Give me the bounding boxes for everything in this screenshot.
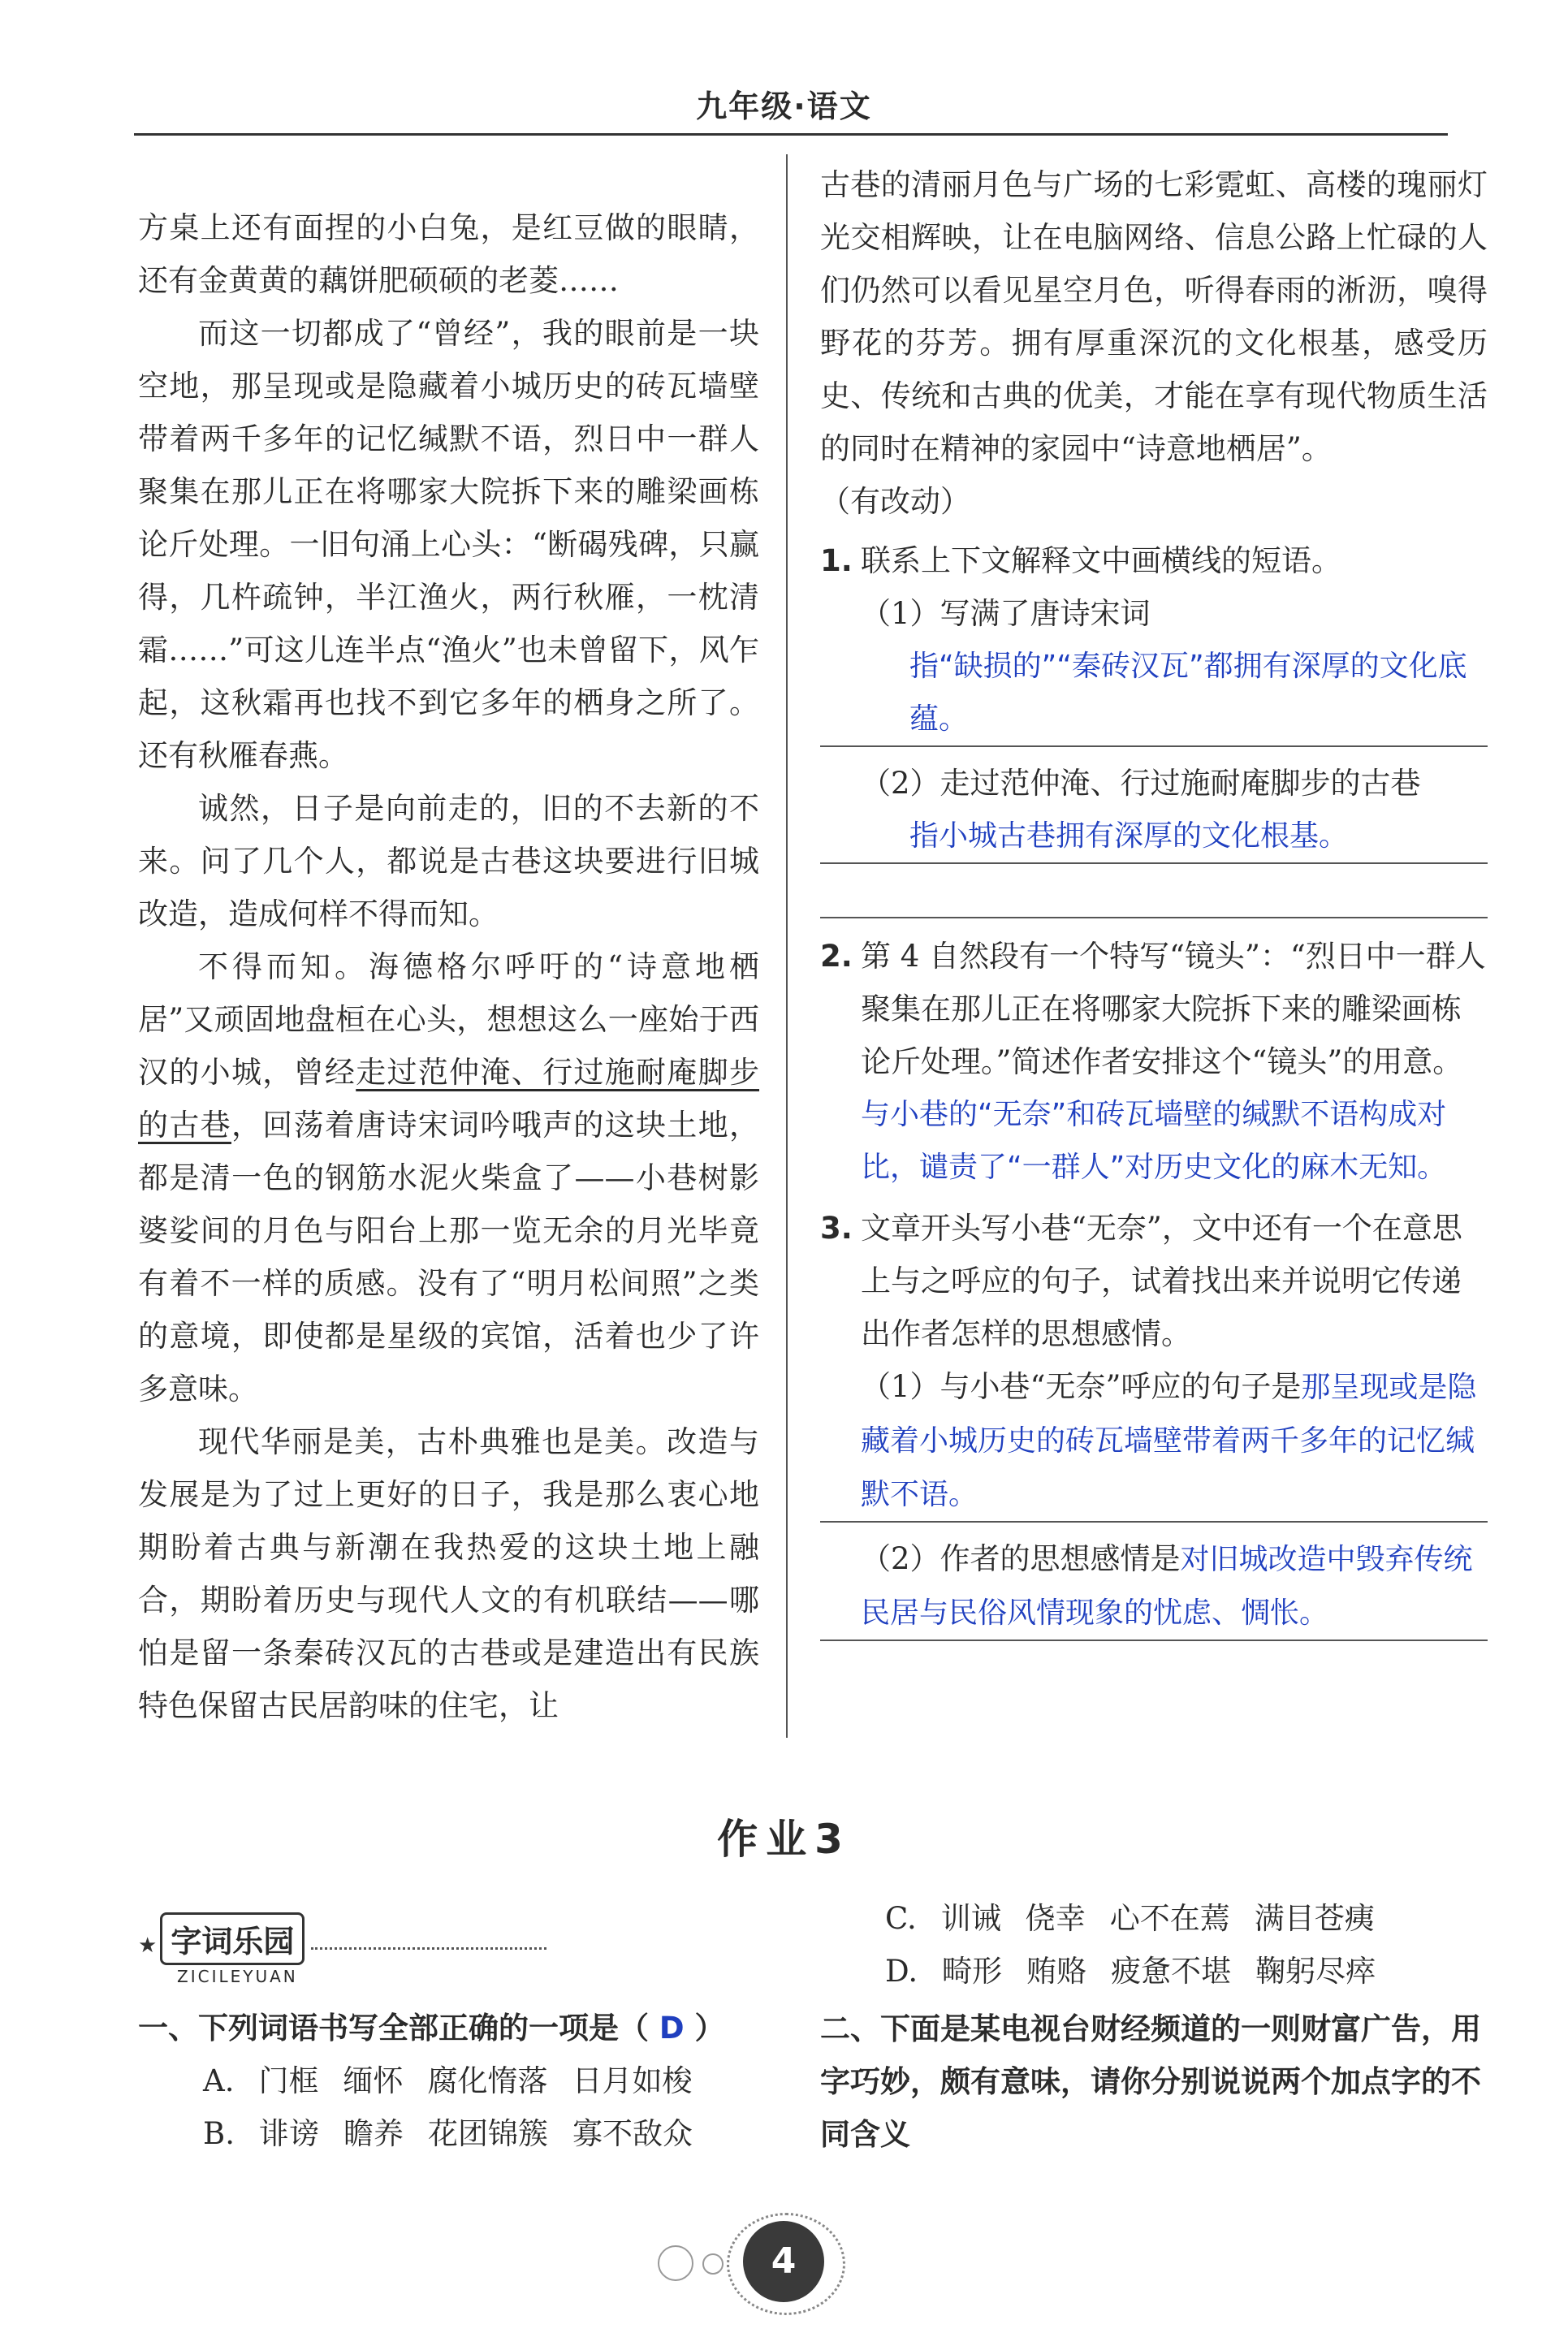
question-2-number: 2.: [820, 939, 853, 974]
left-column: [138, 201, 759, 1732]
exercise-1-question-after: ）: [694, 2011, 725, 2046]
decorative-circle-icon: [658, 2245, 693, 2281]
paragraph-2: 而这一切都成了“曾经”，我的眼前是一块空地，那呈现或是隐藏着小城历史的砖瓦墙壁带着两千多年的记忆缄默不语，烈日中一群人聚集在那儿正在将哪家大院拆下来的雕梁画栋论斤处理。一旧句涌上心头：“断碣残碑，只赢得，几杵疏钟，半江渔火，两行秋雁，一枕清霜……”可这儿连半点“渔火”也未曾留下，风乍起，这秋霜再也找不到它多年的栖身之所了。还有秋雁春燕。: [138, 316, 759, 773]
decorative-circle-icon: [702, 2253, 724, 2275]
option-word: 门框: [258, 2063, 319, 2098]
question-3-text: 文章开头写小巷“无奈”，文中还有一个在意思上与之呼应的句子，试着找出来并说明它传递出作者怎样的思想感情。: [861, 1211, 1462, 1351]
question-3: [820, 1202, 1488, 1360]
source-note: （有改动）: [820, 484, 970, 519]
paragraph-5: 现代华丽是美，古朴典雅也是美。改造与发展是为了过上更好的日子，我是那么衷心地期盼着古典与新潮在我热爱的这块土地上融合，期盼着历史与现代人文的有机联结——哪怕是留一条秦砖汉瓦的古巷或是建造出有民族特色保留古民居韵味的住宅，让: [138, 1424, 759, 1723]
exercise-2-question: 二、下面是某电视台财经频道的一则财富广告，用字巧妙，颇有意味，请你分别说说两个加点字的不同含义: [820, 2011, 1481, 2152]
page-number: 4: [743, 2221, 824, 2302]
q2-answer[interactable]: 与小巷的“无奈”和砖瓦墙壁的缄默不语构成对比，谴责了“一群人”对历史文化的麻木无知。: [861, 1098, 1447, 1184]
question-3-number: 3.: [820, 1211, 853, 1246]
option-word: 花团锦簇: [427, 2116, 548, 2151]
q1-sub2-answer[interactable]: 指小城古巷拥有深厚的文化根基。: [820, 810, 1488, 864]
option-c: [820, 1892, 1488, 1945]
section-badge: [138, 1912, 546, 1986]
q1-sub1-answer[interactable]: 指“缺损的”“秦砖汉瓦”都拥有深厚的文化底蕴。: [820, 640, 1488, 747]
question-1: [820, 534, 1488, 587]
right-column: [820, 158, 1488, 1641]
underlined-phrase: 走过范仲淹、行过施耐庵脚步的古巷: [138, 1055, 760, 1143]
option-word: 缅怀: [343, 2063, 404, 2098]
option-word: 寡不敌众: [572, 2116, 693, 2151]
option-word: 鞠躬尽瘁: [1255, 1954, 1376, 1989]
option-word: 畸形: [942, 1954, 1003, 1989]
q3-sub2-answer[interactable]: 对旧城改造中毁弃传统民居与民俗风情现象的忧虑、惆怅。: [861, 1543, 1473, 1630]
dotted-line: [311, 1947, 546, 1950]
option-a: [138, 2054, 771, 2107]
continuation-paragraph: 古巷的清丽月色与广场的七彩霓虹、高楼的瑰丽灯光交相辉映，让在电脑网络、信息公路上忙碌的人们仍然可以看见星空月色，听得春雨的淅沥，嗅得野花的芬芳。拥有厚重深沉的文化根基，感受历史、传统和古典的优美，才能在享有现代物质生活的同时在精神的家园中“诗意地栖居”。: [820, 167, 1488, 466]
q1-sub2-label: （2）走过范仲淹、行过施耐庵脚步的古巷: [861, 766, 1421, 801]
question-2-text: 第 4 自然段有一个特写“镜头”：“烈日中一群人聚集在那儿正在将哪家大院拆下来的雕梁画栋论斤处理。”简述作者安排这个“镜头”的用意。: [861, 939, 1486, 1079]
option-d: [820, 1945, 1488, 1998]
question-1-number: 1.: [820, 543, 853, 578]
header-rule: [134, 133, 1448, 136]
option-word: 疲惫不堪: [1111, 1954, 1232, 1989]
q1-sub1-label: （1）写满了唐诗宋词: [861, 596, 1151, 631]
q3-sub1-label: （1）与小巷“无奈”呼应的句子是: [861, 1369, 1302, 1404]
column-divider: [786, 154, 788, 1738]
badge-title: 字词乐园: [160, 1912, 305, 1965]
option-word: 心不在蔫: [1109, 1901, 1230, 1936]
paragraph-3: 诚然，日子是向前走的，旧的不去新的不来。问了几个人，都说是古巷这块要进行旧城改造，造成何样不得而知。: [138, 791, 759, 931]
option-word: 腐化惰落: [427, 2063, 548, 2098]
option-word: 贿赂: [1026, 1954, 1087, 1989]
paragraph-1: 方桌上还有面捏的小白兔，是红豆做的眼睛，还有金黄黄的藕饼肥硕硕的老菱……: [138, 210, 759, 298]
option-word: 侥幸: [1025, 1901, 1086, 1936]
question-1-text: 联系上下文解释文中画横线的短语。: [861, 543, 1341, 578]
exercise-1-question-before: 一、下列词语书写全部正确的一项是（: [138, 2011, 649, 2046]
option-letter: C.: [885, 1901, 917, 1936]
option-word: 诽谤: [258, 2116, 319, 2151]
paragraph-4-before: 不得而知。海德格尔呼吁的“诗意地栖居”又顽固地盘桓在心头，想想这么一座始于西汉的小城，曾经: [138, 949, 759, 1090]
option-word: 训诫: [940, 1901, 1001, 1936]
paragraph-4-after: ，回荡着唐诗宋词吟哦声的这块土地，都是清一色的钢筋水泥火柴盒了——小巷树影婆娑间的月色与阳台上那一览无余的月光毕竟有着不一样的质感。没有了“明月松间照”之类的意境，即使都是星级的宾馆，活着也少了许多意味。: [138, 1108, 760, 1406]
exercise-1-continued: [820, 1892, 1488, 2161]
q1-blank-line[interactable]: [820, 864, 1488, 918]
q3-sub1: [820, 1360, 1488, 1523]
option-word: 日月如梭: [572, 2063, 693, 2098]
star-icon: ★: [138, 1933, 158, 1958]
exercise-1: [138, 2002, 771, 2160]
badge-pinyin: ZICILEYUAN: [177, 1967, 298, 1986]
q3-sub1-answer[interactable]: 那呈现或是隐藏着小城历史的砖瓦墙壁带着两千多年的记忆缄默不语。: [861, 1371, 1477, 1511]
question-2: [820, 930, 1488, 1088]
option-letter: D.: [885, 1954, 918, 1989]
q3-sub2: [820, 1532, 1488, 1641]
q3-sub2-label: （2）作者的思想感情是: [861, 1541, 1181, 1576]
option-letter: B.: [203, 2116, 235, 2151]
page-header-title: 九年级·语文: [696, 89, 872, 124]
section-title: 作业3: [717, 1816, 851, 1863]
option-b: [138, 2107, 771, 2160]
option-letter: A.: [203, 2063, 235, 2098]
option-word: 满目苍痍: [1254, 1901, 1375, 1936]
option-word: 瞻养: [343, 2116, 404, 2151]
paragraph-4: [138, 940, 759, 1415]
exercise-1-question: [138, 2002, 771, 2054]
exercise-1-answer[interactable]: D: [659, 2011, 685, 2046]
